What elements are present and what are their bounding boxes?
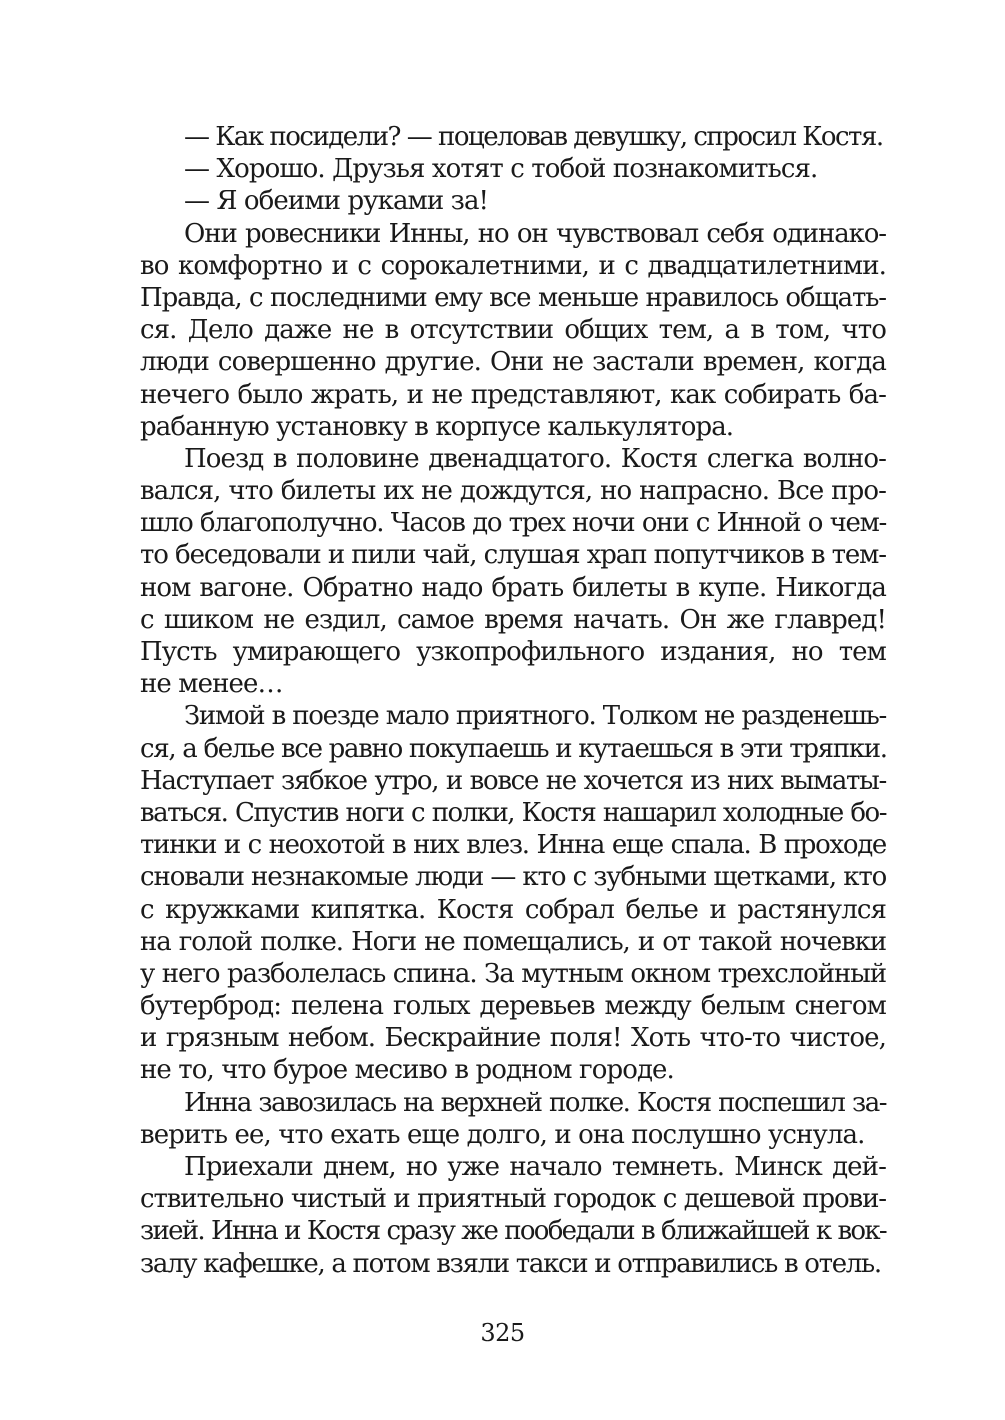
text-line: ваться. Спустив ноги с полки, Костя нашарил холодные бо-: [140, 797, 886, 828]
text-line: во комфортно и с сорокалетними, и с двадцатилетними.: [140, 250, 886, 281]
text-line: верить ее, что ехать еще долго, и она послушно уснула.: [140, 1119, 865, 1150]
text-line: и грязным небом. Бескрайние поля! Хоть что-то чистое,: [140, 1023, 886, 1054]
text-line: на голой полке. Ноги не помещались, и от такой ночевки: [140, 926, 886, 957]
text-line: Зимой в поезде мало приятного. Толком не разденешь-: [184, 701, 886, 732]
text-line: с кружками кипятка. Костя собрал белье и растянулся: [140, 894, 886, 925]
text-line: люди совершенно другие. Они не застали времен, когда: [140, 347, 886, 378]
text-line: Наступает зябкое утро, и вовсе не хочется из них выматы-: [140, 765, 886, 796]
text-line: тинки и с неохотой в них влез. Инна еще спала. В проходе: [140, 830, 886, 861]
text-line: Приехали днем, но уже начало темнеть. Минск дей-: [184, 1152, 886, 1182]
text-line: вался, что билеты их не дождутся, но напрасно. Все про-: [140, 476, 886, 507]
text-line: — Хорошо. Друзья хотят с тобой познакомиться.: [184, 154, 818, 185]
text-line: Они ровесники Инны, но он чувствовал себя одинако-: [184, 218, 886, 249]
text-line: ном вагоне. Обратно надо брать билеты в купе. Никогда: [140, 572, 886, 603]
text-line: Инна завозилась на верхней полке. Костя поспешил за-: [184, 1087, 886, 1118]
text-line: бутерброд: пелена голых деревьев между белым снегом: [140, 991, 886, 1022]
text-line: у него разболелась спина. За мутным окном трехслойный: [140, 958, 886, 989]
text-line: ся, а белье все равно покупаешь и кутаешься в эти тряпки.: [140, 733, 887, 764]
text-line: Правда, с последними ему все меньше нравилось общать-: [140, 282, 886, 313]
text-line: шло благополучно. Часов до трех ночи они с Инной о чем-: [140, 508, 886, 539]
text-line: не менее…: [140, 669, 283, 700]
text-line: рабанную установку в корпусе калькулятора.: [140, 411, 734, 442]
text-line: нечего было жрать, и не представляют, как собирать ба-: [140, 379, 886, 410]
text-line: Пусть умирающего узкопрофильного издания, но тем: [140, 637, 886, 667]
text-line: Поезд в половине двенадцатого. Костя слегка волно-: [184, 443, 886, 474]
text-line: ствительно чистый и приятный городок с дешевой прови-: [140, 1184, 886, 1215]
text-line: с шиком не ездил, самое время начать. Он же главред!: [140, 604, 886, 635]
text-line: зией. Инна и Костя сразу же пообедали в ближайшей к вок-: [140, 1216, 886, 1247]
text-line: — Я обеими руками за!: [184, 186, 489, 217]
page-number: 325: [480, 1319, 525, 1347]
text-line: залу кафешке, а потом взяли такси и отправились в отель.: [140, 1248, 881, 1279]
text-line: ся. Дело даже не в отсутствии общих тем, а в том, что: [140, 315, 886, 346]
text-line: — Как посидели? — поцеловав девушку, спросил Костя.: [184, 122, 883, 152]
text-line: не то, что бурое месиво в родном городе.: [140, 1055, 674, 1086]
text-line: сновали незнакомые люди — кто с зубными щетками, кто: [140, 862, 887, 893]
text-line: то беседовали и пили чай, слушая храп попутчиков в тем-: [140, 540, 886, 571]
page-body: [140, 121, 886, 1280]
